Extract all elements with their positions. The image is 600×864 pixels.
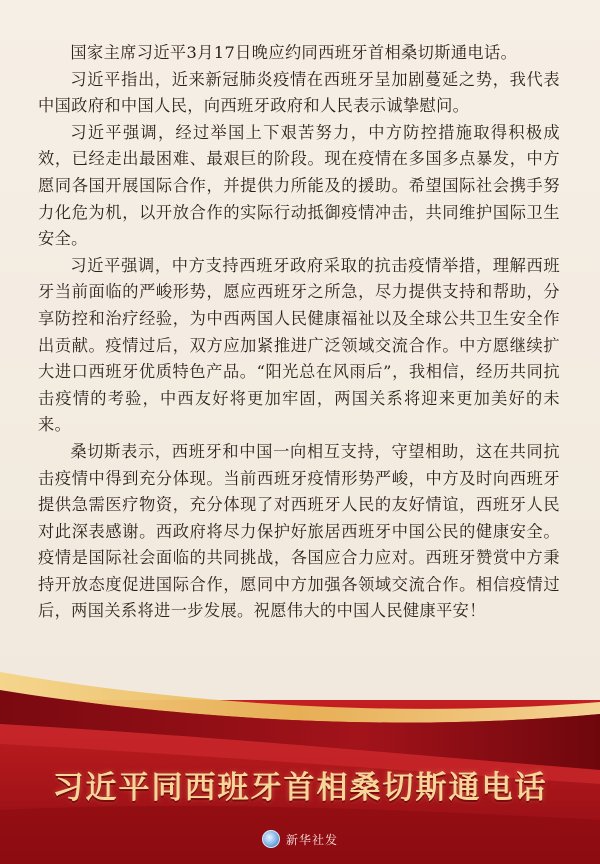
paragraph-2: 习近平指出，近来新冠肺炎疫情在西班牙呈加剧蔓延之势，我代表中国政府和中国人民，向西班牙政府和人民表示诚挚慰问。 (38, 69, 560, 116)
paragraph-5: 桑切斯表示，西班牙和中国一向相互支持，守望相助，这在共同抗击疫情中得到充分体现。当前西班牙疫情形势严峻，中方及时向西班牙提供急需医疗物资，充分体现了对西班牙人民的友好情谊，西班牙人民对此深表感谢。西政府将尽力保护好旅居西班牙中国公民的健康安全。疫情是国际社会面临的共同挑战，各国应合力应对。西班牙赞赏中方秉持开放态度促进国际合作，愿同中方加强各领域交流合作。相信疫情过后，两国关系将进一步发展。祝愿伟大的中国人民健康平安！ (38, 441, 560, 621)
xinhua-logo (0, 830, 600, 848)
banner-headline: 习近平同西班牙首相桑切斯通电话 (52, 770, 548, 806)
globe-icon (262, 830, 280, 848)
paragraph-4: 习近平强调，中方支持西班牙政府采取的抗击疫情举措，理解西班牙当前面临的严峻形势，愿应西班牙之所急，尽力提供支持和帮助，分享防控和治疗经验，为中西两国人民健康福祉以及全球公共卫生安全作出贡献。疫情过后，双方应加紧推进广泛领域交流合作。中方愿继续扩大进口西班牙优质特色产品。“阳光总在风雨后”，我相信，经历共同抗击疫情的考验，中西友好将更加牢固，两国关系将迎来更加美好的未来。 (38, 255, 560, 435)
paragraph-1: 国家主席习近平3月17日晚应约同西班牙首相桑切斯通电话。 (70, 43, 518, 62)
logo-text: 新华社发 (285, 832, 338, 847)
paragraph-3: 习近平强调，经过举国上下艰苦努力，中方防控措施取得积极成效，已经走出最困难、最艰巨的阶段。现在疫情在多国多点暴发，中方愿同各国开展国际合作，并提供力所能及的援助。希望国际社会携手努力化危为机，以开放合作的实际行动抵御疫情冲击，共同维护国际卫生安全。 (38, 122, 560, 249)
article-body (38, 40, 560, 625)
